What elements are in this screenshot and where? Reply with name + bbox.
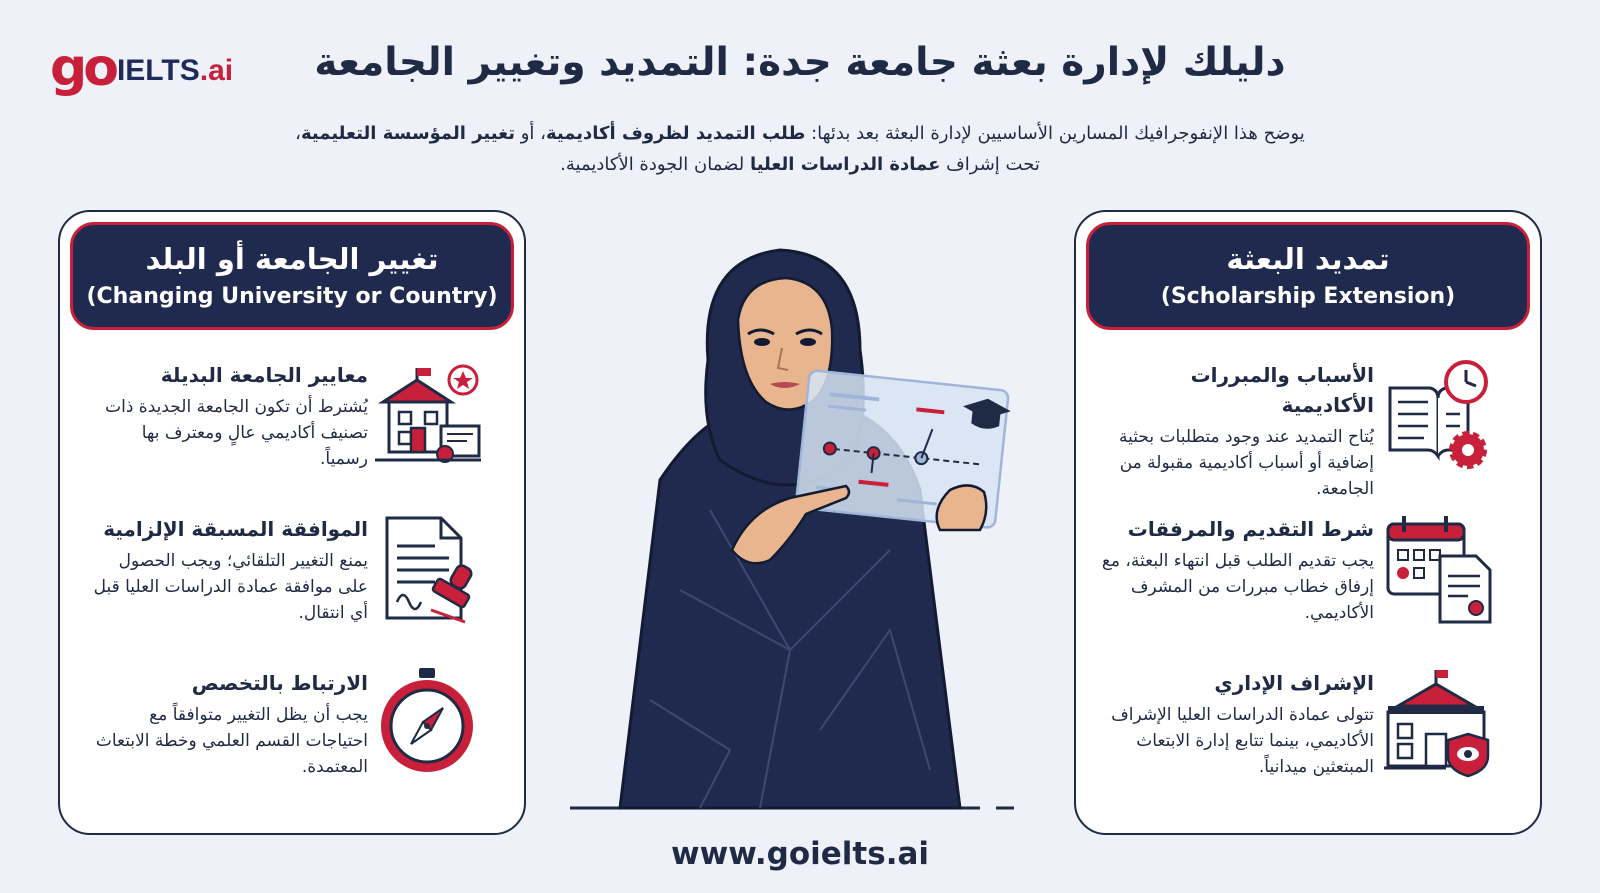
item-text-block — [1096, 514, 1374, 626]
item-text-block — [1096, 360, 1374, 502]
item-title: الارتباط بالتخصص — [191, 671, 368, 695]
panel-title-ar: تمديد البعثة — [1226, 242, 1390, 276]
woman-with-tablet-illustration — [560, 230, 1040, 810]
item-title: معايير الجامعة البديلة — [160, 363, 368, 387]
item-alternative-university — [60, 360, 524, 490]
item-description: يُتاح التمديد عند وجود متطلبات بحثية إضافية أو أسباب أكاديمية مقبولة من الجامعة. — [1119, 427, 1374, 499]
changing-university-header — [70, 222, 514, 330]
item-specialization-link — [60, 668, 524, 798]
scholarship-extension-header — [1086, 222, 1530, 330]
item-description: يُشترط أن تكون الجامعة الجديدة ذات تصنيف أكاديمي عالٍ ومعترف بها رسمياً. — [105, 397, 368, 469]
item-text-block — [90, 668, 368, 780]
intro-bold-1: طلب التمديد لظروف أكاديمية — [545, 123, 806, 144]
logo-go-mark: go — [50, 38, 115, 98]
item-academic-reasons — [1076, 360, 1540, 499]
panel-title-ar: تغيير الجامعة أو البلد — [145, 242, 439, 276]
logo-wordmark — [117, 54, 233, 88]
intro-text-2: ، أو — [515, 123, 546, 144]
intro-paragraph — [290, 118, 1310, 180]
item-title: شرط التقديم والمرفقات — [1127, 517, 1374, 541]
item-description: تتولى عمادة الدراسات العليا الإشراف الأكاديمي، بينما تتابع إدارة الابتعاث المبتعثين ميدانياً. — [1111, 705, 1374, 777]
logo-ielts-text: IELTS — [116, 54, 200, 87]
document-stamp-icon — [375, 514, 485, 626]
book-clock-gear-icon — [1384, 360, 1494, 472]
intro-text-3: ، تحت إشراف — [295, 123, 1040, 175]
university-award-icon — [375, 360, 485, 472]
website-url: www.goielts.ai — [670, 836, 930, 872]
compass-icon — [375, 668, 485, 780]
calendar-document-icon — [1384, 514, 1494, 626]
item-submission-conditions — [1076, 514, 1540, 644]
item-title: الأسباب والمبررات الأكاديمية — [1190, 363, 1374, 417]
item-title: الموافقة المسبقة الإلزامية — [103, 517, 368, 541]
changing-university-panel — [58, 210, 526, 835]
logo-ai-text: .ai — [199, 54, 234, 87]
item-description: يجب تقديم الطلب قبل انتهاء البعثة، مع إرفاق خطاب مبررات من المشرف الأكاديمي. — [1101, 551, 1374, 623]
intro-text-1: يوضح هذا الإنفوجرافيك المسارين الأساسيين لإدارة البعثة بعد بدئها: — [805, 123, 1305, 144]
item-title: الإشراف الإداري — [1214, 671, 1374, 695]
panel-title-en: (Changing University or Country) — [86, 284, 498, 309]
scholarship-extension-panel — [1074, 210, 1542, 835]
intro-text-4: لضمان الجودة الأكاديمية. — [560, 154, 750, 175]
intro-bold-3: عمادة الدراسات العليا — [749, 154, 941, 175]
item-description: يجب أن يظل التغيير متوافقاً مع احتياجات القسم العلمي وخطة الابتعاث المعتمدة. — [95, 705, 368, 777]
building-shield-icon — [1384, 668, 1494, 780]
item-text-block — [90, 514, 368, 626]
item-text-block — [1096, 668, 1374, 780]
item-prior-approval — [60, 514, 524, 644]
panel-title-en: (Scholarship Extension) — [1160, 284, 1456, 309]
page-title: دليلك لإدارة بعثة جامعة جدة: التمديد وتغيير الجامعة — [314, 40, 1286, 85]
item-administrative-oversight — [1076, 668, 1540, 798]
item-description: يمنع التغيير التلقائي؛ ويجب الحصول على موافقة عمادة الدراسات العليا قبل أي انتقال. — [93, 551, 368, 623]
intro-bold-2: تغيير المؤسسة التعليمية — [300, 123, 516, 144]
brand-logo — [50, 38, 234, 98]
item-text-block — [90, 360, 368, 472]
